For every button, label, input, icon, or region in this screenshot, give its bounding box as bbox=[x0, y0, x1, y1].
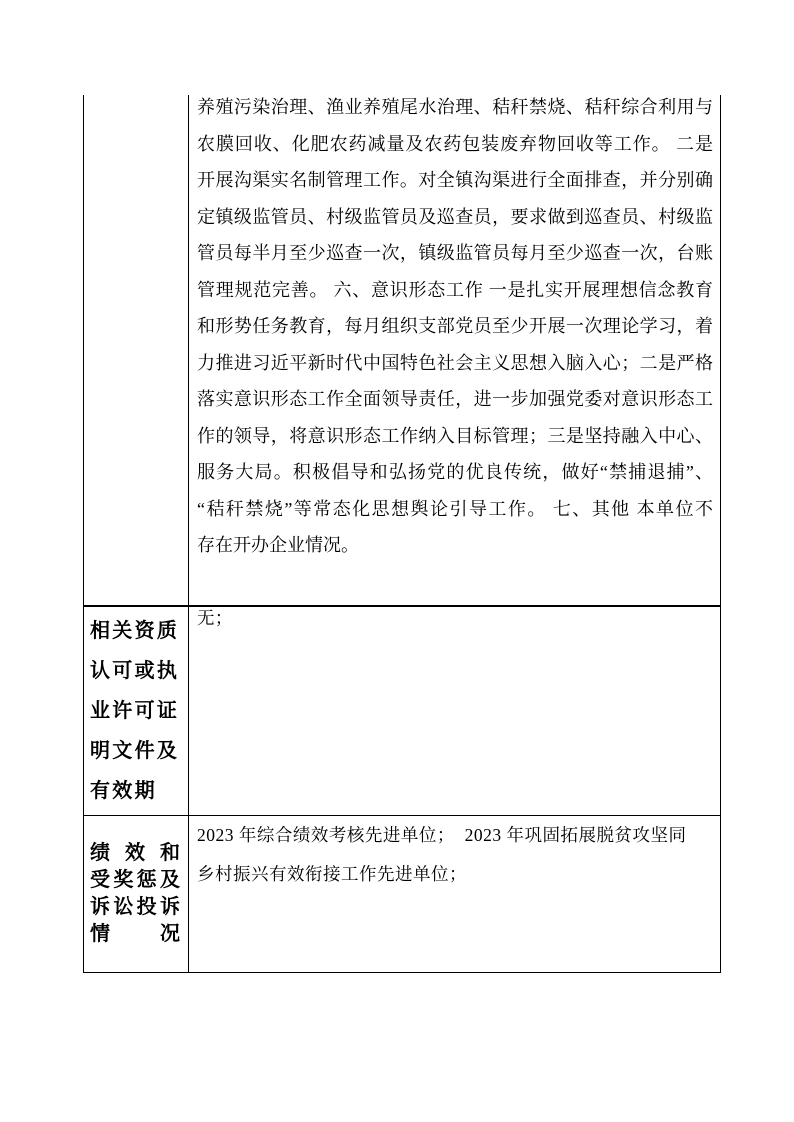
text-line: 管员每半月至少巡查一次，镇级监管员每月至少巡查一次，台账 bbox=[197, 243, 713, 263]
empty-label-cell bbox=[84, 95, 189, 605]
label-line: 认可或执 bbox=[90, 660, 180, 682]
label-line: 明文件及 bbox=[90, 740, 180, 762]
value-line: 2023 年综合绩效考核先进单位； 2023 年巩固拓展脱贫攻坚同 bbox=[197, 825, 687, 845]
text-line: 服务大局。积极倡导和弘扬党的优良传统，做好“禁捕退捕”、 bbox=[197, 462, 713, 482]
info-table bbox=[83, 95, 721, 973]
label-line: 情况 bbox=[90, 923, 180, 945]
value-line: 无； bbox=[197, 608, 233, 628]
qualification-row bbox=[84, 607, 720, 816]
label-line: 有效期 bbox=[90, 780, 157, 802]
text-line: “秸秆禁烧”等常态化思想舆论引导工作。 七、其他 本单位不 bbox=[197, 498, 713, 519]
qualification-value bbox=[189, 607, 720, 815]
performance-value bbox=[189, 816, 720, 972]
qualification-label bbox=[84, 607, 189, 815]
work-summary-row bbox=[84, 95, 720, 607]
label-line: 相关资质 bbox=[90, 620, 180, 642]
text-line: 落实意识形态工作全面领导责任，进一步加强党委对意识形态工 bbox=[197, 389, 713, 409]
text-line: 农膜回收、化肥农药减量及农药包装废弃物回收等工作。 二是 bbox=[197, 133, 713, 154]
text-line: 和形势任务教育，每月组织支部党员至少开展一次理论学习，着 bbox=[197, 316, 713, 336]
text-line: 开展沟渠实名制管理工作。对全镇沟渠进行全面排查，并分别确 bbox=[197, 170, 713, 190]
label-line: 受奖惩及 bbox=[90, 869, 180, 891]
label-line: 业许可证 bbox=[90, 700, 180, 722]
text-line: 养殖污染治理、渔业养殖尾水治理、秸秆禁烧、秸秆综合利用与 bbox=[197, 97, 713, 117]
text-line: 存在开办企业情况。 bbox=[197, 535, 359, 555]
work-summary-cell bbox=[189, 95, 720, 605]
performance-label bbox=[84, 816, 189, 972]
text-line: 管理规范完善。 六、意识形态工作 一是扎实开展理想信念教育 bbox=[197, 279, 713, 300]
label-line: 绩效和 bbox=[90, 842, 180, 864]
value-line: 乡村振兴有效衔接工作先进单位； bbox=[197, 864, 467, 884]
performance-row bbox=[84, 816, 720, 973]
text-line: 作的领导，将意识形态工作纳入目标管理；三是坚持融入中心、 bbox=[197, 425, 713, 446]
label-line: 诉讼投诉 bbox=[90, 896, 180, 918]
text-line: 定镇级监管员、村级监管员及巡查员，要求做到巡查员、村级监 bbox=[197, 206, 713, 227]
text-line: 力推进习近平新时代中国特色社会主义思想入脑入心；二是严格 bbox=[197, 352, 713, 373]
work-summary-text bbox=[197, 95, 713, 564]
